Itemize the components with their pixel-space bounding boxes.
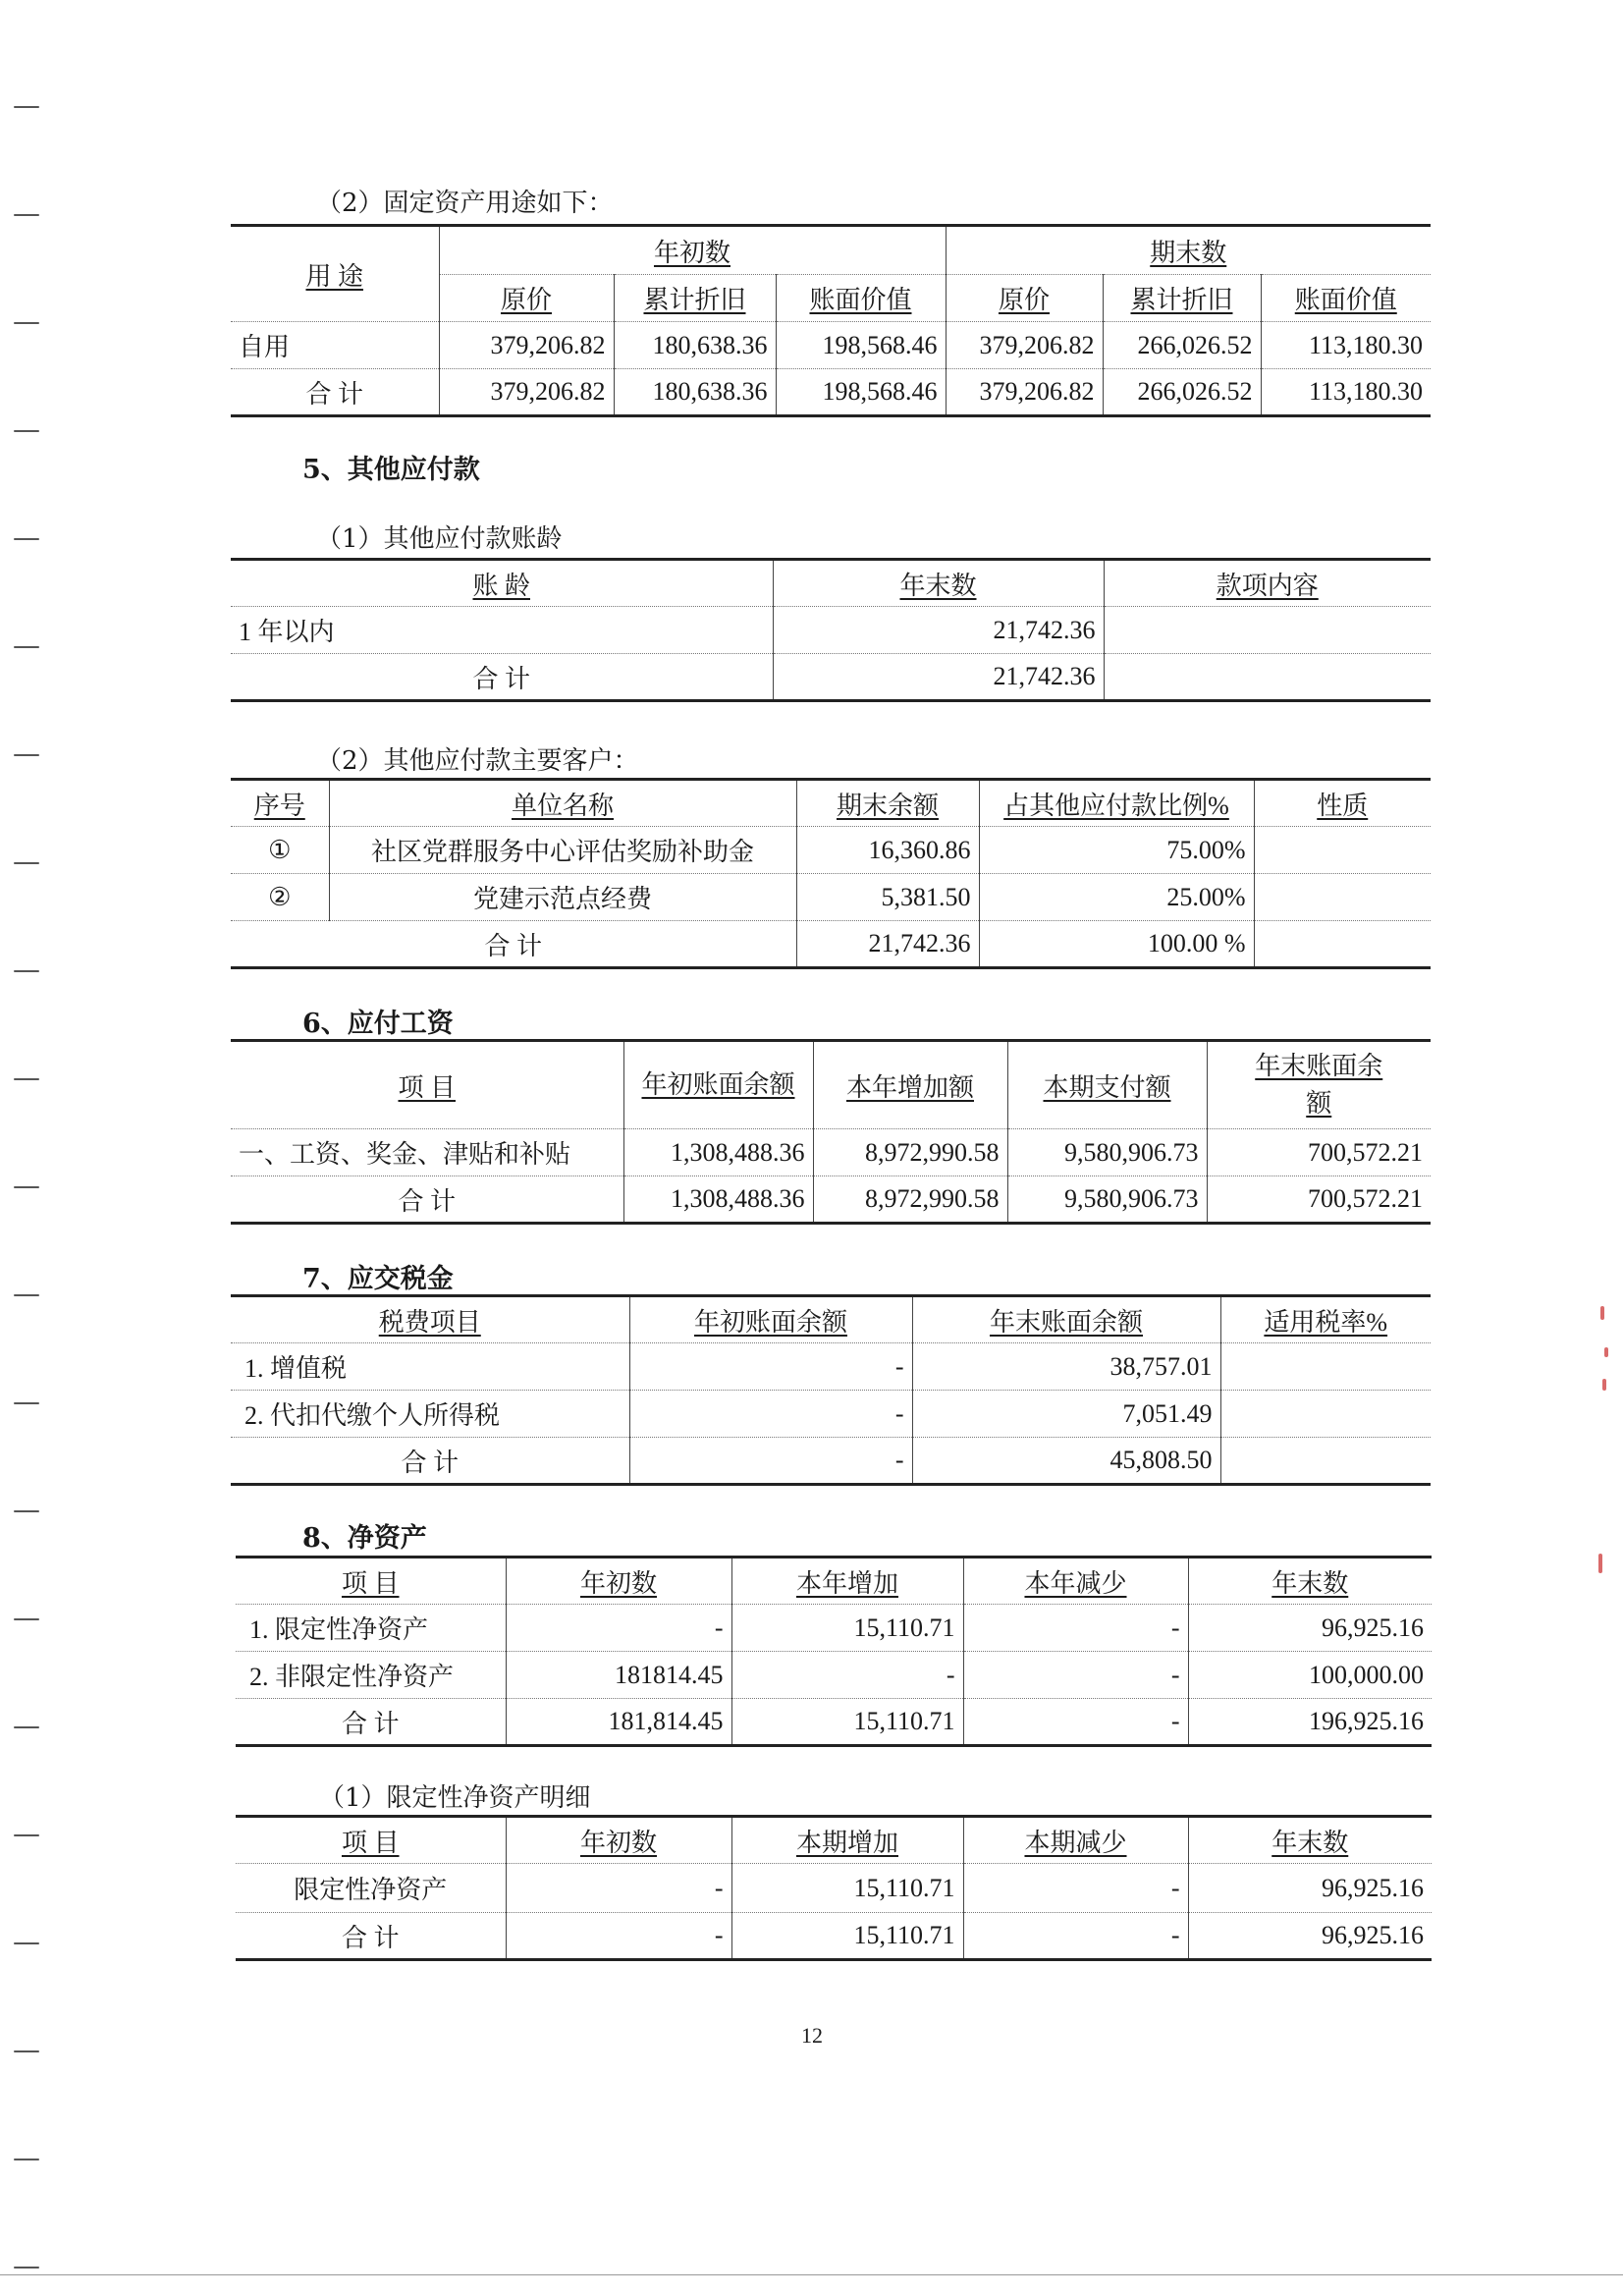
cell: -	[506, 1913, 731, 1960]
cell: 9,580,906.73	[1007, 1176, 1207, 1224]
row-label: 合 计	[231, 369, 439, 416]
header-item: 项 目	[236, 1817, 506, 1864]
cell: 113,180.30	[1261, 369, 1431, 416]
header-begin-balance: 年初账面余额	[629, 1296, 912, 1343]
cell: 180,638.36	[614, 322, 776, 369]
cell: 15,110.71	[731, 1605, 963, 1652]
table-row	[236, 1605, 1432, 1652]
cell: 8,972,990.58	[813, 1129, 1007, 1176]
cell: 21,742.36	[773, 607, 1104, 654]
header-no: 序号	[231, 780, 329, 827]
cell-ratio: 25.00%	[979, 874, 1254, 921]
section8-title: 8、净资产	[302, 1523, 427, 1554]
header-item: 项 目	[236, 1558, 506, 1605]
row-label: 合 计	[231, 654, 773, 701]
cell: -	[963, 1605, 1188, 1652]
table-row-total	[231, 921, 1431, 968]
aging-table	[231, 558, 1431, 702]
cell: -	[629, 1391, 912, 1438]
cell-no: ②	[231, 874, 329, 921]
table-row	[231, 1129, 1431, 1176]
cell-name: 社区党群服务中心评估奖励补助金	[329, 827, 796, 874]
table-row	[236, 1652, 1432, 1699]
restricted-net-assets-table	[236, 1815, 1432, 1961]
cell: 15,110.71	[731, 1913, 963, 1960]
header-ratio: 占其他应付款比例%	[979, 780, 1254, 827]
cell: 1,308,488.36	[623, 1129, 813, 1176]
cell	[1104, 654, 1431, 701]
header-decrease: 本年减少	[963, 1558, 1188, 1605]
table-row	[231, 874, 1431, 921]
header-content: 款项内容	[1104, 560, 1431, 607]
group-end-header: 期末数	[946, 226, 1431, 275]
cell: 8,972,990.58	[813, 1176, 1007, 1224]
cell-no: ①	[231, 827, 329, 874]
row-label: 合 计	[236, 1699, 506, 1746]
cell: 379,206.82	[439, 322, 614, 369]
cell-nature	[1254, 827, 1431, 874]
header-nature: 性质	[1254, 780, 1431, 827]
header-rate: 适用税率%	[1220, 1296, 1431, 1343]
cell	[1220, 1343, 1431, 1391]
customers-table	[231, 778, 1431, 969]
cell: 379,206.82	[946, 369, 1103, 416]
header-item: 项 目	[231, 1041, 623, 1129]
cell-name: 党建示范点经费	[329, 874, 796, 921]
row-label: 合 计	[231, 1438, 629, 1485]
cell-amount: 16,360.86	[796, 827, 979, 874]
row-label: 合 计	[231, 921, 796, 968]
table-row	[236, 1864, 1432, 1913]
cell: 198,568.46	[776, 322, 946, 369]
cell: 7,051.49	[912, 1391, 1220, 1438]
cell	[1220, 1438, 1431, 1485]
cell: 96,925.16	[1188, 1913, 1432, 1960]
cell: -	[731, 1652, 963, 1699]
cell: -	[506, 1864, 731, 1913]
sub-header: 累计折旧	[614, 275, 776, 322]
header-tax-item: 税费项目	[231, 1296, 629, 1343]
header-paid: 本期支付额	[1007, 1041, 1207, 1129]
header-begin: 年初数	[506, 1817, 731, 1864]
header-increase: 本年增加	[731, 1558, 963, 1605]
customers-caption: （2）其他应付款主要客户：	[316, 746, 639, 776]
header-amount: 期末余额	[796, 780, 979, 827]
cell: 266,026.52	[1103, 369, 1261, 416]
table-row	[231, 322, 1431, 369]
fixed-assets-usage-table	[231, 224, 1431, 417]
cell: 700,572.21	[1207, 1129, 1431, 1176]
taxes-table	[231, 1294, 1431, 1486]
table-row	[231, 607, 1431, 654]
header-increase: 本年增加额	[813, 1041, 1007, 1129]
cell: -	[963, 1864, 1188, 1913]
header-begin-balance: 年初账面余额	[623, 1041, 813, 1129]
stamp-trace	[1600, 1306, 1604, 1320]
table-row-total	[236, 1913, 1432, 1960]
cell: -	[963, 1699, 1188, 1746]
table-row-total	[231, 654, 1431, 701]
cell: -	[629, 1438, 912, 1485]
row-label: 自用	[231, 322, 439, 369]
header-begin: 年初数	[506, 1558, 731, 1605]
row-label: 1 年以内	[231, 607, 773, 654]
header-year-end: 年末数	[773, 560, 1104, 607]
sub-header: 原价	[946, 275, 1103, 322]
cell-amount: 21,742.36	[796, 921, 979, 968]
row-label: 限定性净资产	[236, 1864, 506, 1913]
cell: 700,572.21	[1207, 1176, 1431, 1224]
cell: 45,808.50	[912, 1438, 1220, 1485]
row-label: 2. 非限定性净资产	[236, 1652, 506, 1699]
fixed-assets-caption: （2）固定资产用途如下：	[316, 189, 614, 218]
cell: 38,757.01	[912, 1343, 1220, 1391]
page-number: 12	[801, 2023, 823, 2048]
cell: -	[629, 1343, 912, 1391]
cell: 198,568.46	[776, 369, 946, 416]
cell: 180,638.36	[614, 369, 776, 416]
stamp-trace	[1604, 1347, 1608, 1357]
sub-header: 原价	[439, 275, 614, 322]
group-begin-header: 年初数	[439, 226, 946, 275]
cell: -	[963, 1652, 1188, 1699]
cell: 181814.45	[506, 1652, 731, 1699]
cell-ratio: 75.00%	[979, 827, 1254, 874]
cell-amount: 5,381.50	[796, 874, 979, 921]
cell: 9,580,906.73	[1007, 1129, 1207, 1176]
cell: 100,000.00	[1188, 1652, 1432, 1699]
row-label: 合 计	[236, 1913, 506, 1960]
cell: 96,925.16	[1188, 1605, 1432, 1652]
cell	[1104, 607, 1431, 654]
sub-header: 累计折旧	[1103, 275, 1261, 322]
cell: -	[506, 1605, 731, 1652]
stamp-trace	[1598, 1554, 1602, 1573]
cell: 181,814.45	[506, 1699, 731, 1746]
header-end: 年末数	[1188, 1558, 1432, 1605]
section6-title: 6、应付工资	[302, 1009, 454, 1039]
row-label: 合 计	[231, 1176, 623, 1224]
cell: 113,180.30	[1261, 322, 1431, 369]
row-label: 1. 限定性净资产	[236, 1605, 506, 1652]
row-label: 2. 代扣代缴个人所得税	[231, 1391, 629, 1438]
sub-header: 账面价值	[1261, 275, 1431, 322]
table-row	[231, 827, 1431, 874]
table-row-total	[231, 1176, 1431, 1224]
net-assets-table	[236, 1556, 1432, 1747]
cell-nature	[1254, 874, 1431, 921]
header-increase: 本期增加	[731, 1817, 963, 1864]
cell: 21,742.36	[773, 654, 1104, 701]
cell: 266,026.52	[1103, 322, 1261, 369]
row-label: 1. 增值税	[231, 1343, 629, 1391]
cell: 379,206.82	[946, 322, 1103, 369]
header-end-balance: 年末账面余额	[912, 1296, 1220, 1343]
header-end: 年末数	[1188, 1817, 1432, 1864]
page-bottom-edge	[0, 2274, 1623, 2275]
table-row-total	[231, 1438, 1431, 1485]
cell	[1220, 1391, 1431, 1438]
stamp-trace	[1602, 1379, 1606, 1391]
cell: 379,206.82	[439, 369, 614, 416]
cell: 1,308,488.36	[623, 1176, 813, 1224]
cell-nature	[1254, 921, 1431, 968]
table-row	[231, 1343, 1431, 1391]
header-decrease: 本期减少	[963, 1817, 1188, 1864]
cell: 15,110.71	[731, 1699, 963, 1746]
table-row-total	[236, 1699, 1432, 1746]
cell: -	[963, 1913, 1188, 1960]
table-row	[231, 1391, 1431, 1438]
row-label: 一、工资、奖金、津贴和补贴	[231, 1129, 623, 1176]
wages-table	[231, 1039, 1431, 1225]
table-row-total	[231, 369, 1431, 416]
header-end-balance: 年末账面余额	[1207, 1041, 1431, 1129]
cell-ratio: 100.00 %	[979, 921, 1254, 968]
restricted-caption: （1）限定性净资产明细	[319, 1783, 591, 1813]
header-name: 单位名称	[329, 780, 796, 827]
sub-header: 账面价值	[776, 275, 946, 322]
aging-caption: （1）其他应付款账龄	[316, 524, 563, 554]
section5-title: 5、其他应付款	[302, 455, 480, 485]
col-usage-header: 用 途	[231, 226, 439, 322]
cell: 96,925.16	[1188, 1864, 1432, 1913]
section7-title: 7、应交税金	[302, 1264, 454, 1294]
cell: 196,925.16	[1188, 1699, 1432, 1746]
cell: 15,110.71	[731, 1864, 963, 1913]
header-aging: 账 龄	[231, 560, 773, 607]
